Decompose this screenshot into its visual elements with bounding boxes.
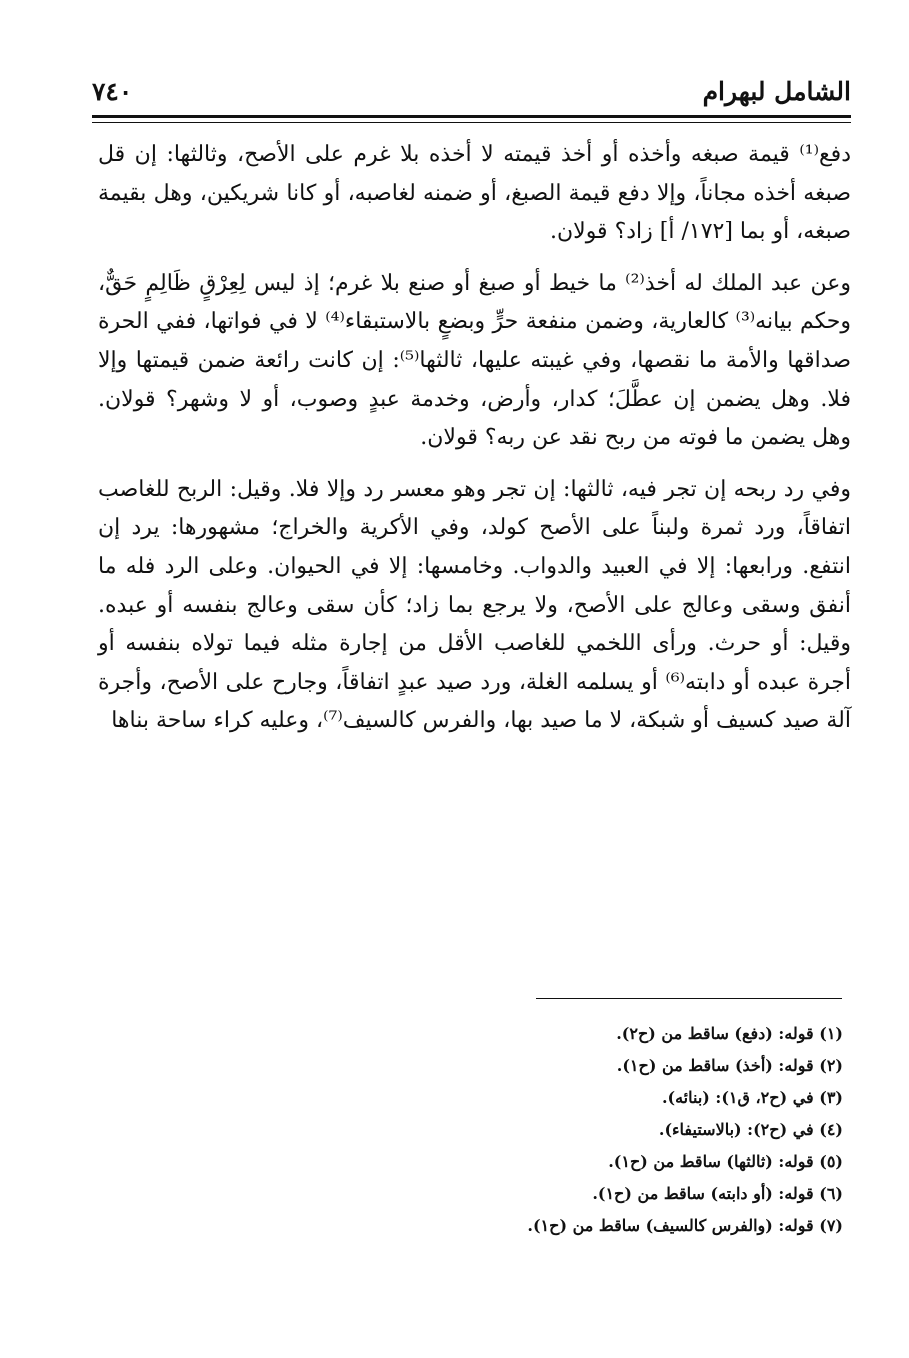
paragraph-3: وفي رد ربحه إن تجر فيه، ثالثها: إن تجر وهو معسر رد وإلا فلا. وقيل: الربح للغاصب اتفاقاً، ورد ثمرة ولبناً على الأصح كولد، وفي الأكرية والخراج؛ مشهورها: يرد إن انتفع. ورابعها: إلا في العبيد والدواب. وخامسها: إلا في الحيوان. وعلى الرد فله ما أنفق وسقى وعالج على الأصح، ولا يرجع بما زاد؛ كأن سقى وعالج بنفسه أو عبده. وقيل: أو حرث. ورأى اللخمي للغاصب الأقل من إجارة مثله فيما تولاه بنفسه أو أجرة عبده أو دابته⁽⁶⁾ أو يسلمه الغلة، ورد صيد عبدٍ اتفاقاً، وجارح على الأصح، وأجرة آلة صيد كسيف أو شبكة، لا ما صيد بها، والفرس كالسيف⁽⁷⁾، وعليه كراء ساحة بناها bbox=[98, 476, 851, 734]
header-rule-thick bbox=[92, 115, 851, 118]
paragraph-2: وعن عبد الملك له أخذ⁽²⁾ ما خيط أو صبغ أو صنع بلا غرم؛ إذ ليس لِعِرْقٍ ظَالِمٍ حَقٌّ، وحكم بيانه⁽³⁾ كالعارية، وضمن منفعة حرٍّ وبضعٍ بالاستبقاء⁽⁴⁾ لا في فواتها، ففي الحرة صداقها والأمة ما نقصها، وفي غيبته عليها، ثالثها⁽⁵⁾: إن كانت رائعة ضمن قيمتها وإلا فلا. وهل يضمن إن عطَّلَ؛ كدار، وأرض، وخدمة عبدٍ وصوب، أو لا وشهر؟ قولان. وهل يضمن ما فوته من ربح نقد عن ربه؟ قولان. bbox=[98, 270, 852, 451]
footnote-5: (٥) قوله: (ثالثها) ساقط من (ح١). bbox=[608, 1152, 843, 1171]
footnote-6: (٦) قوله: (أو دابته) ساقط من (ح١). bbox=[592, 1184, 843, 1203]
page-number: ٧٤٠ bbox=[92, 77, 133, 106]
footnote-3: (٣) في (ح٢، ق١): (بنائه). bbox=[661, 1088, 843, 1107]
running-title: الشامل لبهرام bbox=[702, 77, 851, 106]
main-text bbox=[98, 136, 851, 741]
footnote-7: (٧) قوله: (والفرس كالسيف) ساقط من (ح١). bbox=[527, 1216, 843, 1235]
header-rule-thin bbox=[92, 122, 851, 123]
paragraph-1: دفع⁽¹⁾ قيمة صبغه وأخذه أو أخذ قيمته لا أخذه بلا غرم على الأصح، وثالثها: إن قل صبغه أخذه مجاناً، وإلا دفع قيمة الصبغ، أو ضمنه لغاصبه، أو كانا شريكين، وهل بقيمة صبغه، أو بما [١٧٢/ أ] زاد؟ قولان. bbox=[98, 142, 851, 245]
footnote-4: (٤) في (ح٢): (بالاستيفاء). bbox=[658, 1120, 843, 1139]
page-header bbox=[92, 66, 851, 106]
footnotes bbox=[483, 1018, 843, 1242]
footnote-1: (١) قوله: (دفع) ساقط من (ح٢). bbox=[616, 1024, 843, 1043]
footnote-separator bbox=[536, 998, 842, 999]
footnote-2: (٢) قوله: (أخذ) ساقط من (ح١). bbox=[616, 1056, 843, 1075]
